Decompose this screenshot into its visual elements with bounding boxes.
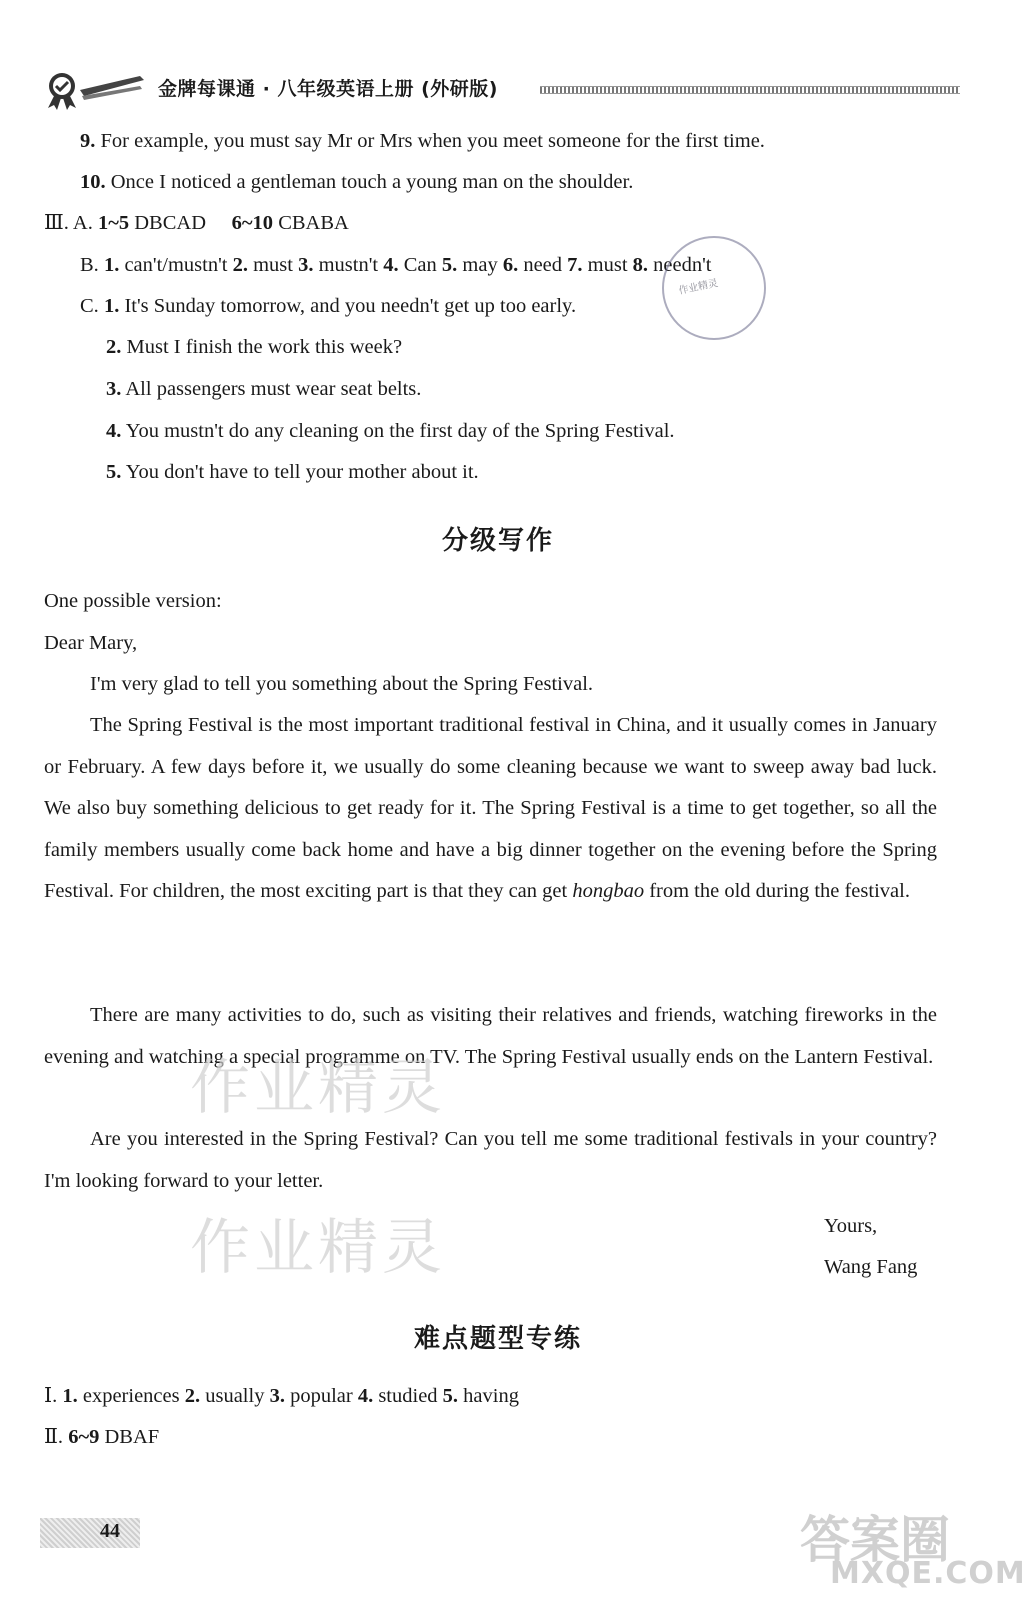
item-number: 5.: [441, 254, 458, 276]
answer-text: DBAF: [99, 1426, 160, 1448]
header-title: 金牌每课通 · 八年级英语上册 (外研版): [158, 78, 498, 100]
difficult-line-1: [44, 1383, 519, 1409]
item-text: studied: [373, 1385, 443, 1407]
stamp-label: 作业精灵: [677, 277, 720, 297]
answer-text: Once I noticed a gentleman touch a young man on the shoulder.: [105, 171, 634, 193]
writing-intro: One possible version:: [44, 590, 222, 612]
section3-c-item-4: [106, 418, 675, 444]
answer-text: CBABA: [273, 212, 349, 234]
letter-paragraph-3: There are many activities to do, such as visiting their relatives and friends, watching fireworks in the evening and watching a special programme on TV. The Spring Festival usually ends on the Lantern Festival.: [44, 1004, 937, 1068]
item-text: can't/mustn't: [119, 254, 233, 276]
item-text: may: [457, 254, 503, 276]
item-text: mustn't: [313, 254, 384, 276]
site-url: MXQE.COM: [830, 1556, 1026, 1591]
item-text: You mustn't do any cleaning on the first day of the Spring Festival.: [121, 420, 675, 442]
section3-c-item-3: [106, 376, 421, 402]
item-number: 2.: [184, 1385, 201, 1407]
medal-ribbon-icon: [40, 68, 150, 108]
item-number: 3.: [106, 378, 122, 400]
item-text: You don't have to tell your mother about it.: [121, 461, 479, 483]
section3-a: [44, 210, 349, 236]
item-text: must: [247, 254, 299, 276]
item-text: needn't: [648, 254, 712, 276]
letter-paragraph-4: Are you interested in the Spring Festival? Can you tell me some traditional festivals in your country? I'm looking forward to your letter.: [44, 1128, 937, 1192]
section-title-difficult: 难点题型专练: [413, 1324, 582, 1354]
section3-c-item-1: [80, 293, 576, 319]
section3-b: [80, 252, 712, 278]
letter-salutation: Dear Mary,: [44, 632, 138, 654]
item-number: 8.: [632, 254, 649, 276]
paragraph-text: The Spring Festival is the most important traditional festival in China, and it usually comes in January or February. A few days before it, we usually do some cleaning because we want to sweep away bad luck. We also buy something delicious to get ready for it. The Spring Festival is a time to get together, so all the family members usually come back home and have a big dinner together on the evening before the Spring Festival. For children, the most exciting part is that they can get: [44, 714, 937, 902]
item-number: 7.: [567, 254, 583, 276]
section3-c-item-5: [106, 459, 479, 485]
item-number: 3.: [298, 254, 314, 276]
section3-b-label: B.: [80, 254, 99, 276]
letter-paragraph-1: I'm very glad to tell you something about the Spring Festival.: [90, 673, 594, 695]
stamp-seal: [662, 236, 766, 340]
item-text: It's Sunday tomorrow, and you needn't get up too early.: [119, 295, 577, 317]
item-text: popular: [284, 1385, 358, 1407]
item-number: 4.: [106, 420, 122, 442]
item-text: All passengers must wear seat belts.: [121, 378, 422, 400]
section3-c-item-2: [106, 334, 402, 360]
item-text: need: [518, 254, 568, 276]
site-logo: 答案圈: [800, 1511, 950, 1569]
answer-9: [80, 128, 765, 154]
answer-number: 9.: [80, 130, 96, 152]
item-text: experiences: [77, 1385, 185, 1407]
item-number: 4.: [383, 254, 399, 276]
range-label: 6~10: [231, 212, 274, 234]
answer-number: 10.: [80, 171, 106, 193]
item-number: 1.: [103, 254, 120, 276]
answer-10: [80, 169, 633, 195]
item-number: 6.: [502, 254, 519, 276]
range-label: 1~5: [97, 212, 130, 234]
item-text: having: [458, 1385, 519, 1407]
watermark: 作业精灵: [190, 1053, 446, 1123]
item-number: 1.: [103, 295, 120, 317]
header-rule: [540, 86, 960, 94]
item-text: must: [582, 254, 633, 276]
item-number: 2.: [106, 336, 122, 358]
item-text: Must I finish the work this week?: [121, 336, 403, 358]
item-text: usually: [200, 1385, 270, 1407]
paragraph-text: from the old during the festival.: [644, 880, 910, 902]
page-number: 44: [100, 1520, 120, 1542]
item-number: 5.: [442, 1385, 459, 1407]
item-number: 1.: [62, 1385, 78, 1407]
watermark: 作业精灵: [190, 1213, 446, 1283]
letter-closing: Yours,: [824, 1215, 878, 1237]
line-label: Ⅰ.: [44, 1385, 58, 1407]
page-number-box: [40, 1518, 140, 1548]
page-header: [40, 68, 960, 108]
letter-paragraph-2: [44, 705, 937, 913]
answer-text: For example, you must say Mr or Mrs when you meet someone for the first time.: [95, 130, 765, 152]
italic-term: hongbao: [572, 880, 645, 902]
item-number: 3.: [269, 1385, 285, 1407]
line-label: Ⅱ.: [44, 1426, 64, 1448]
range-label: 6~9: [68, 1426, 100, 1448]
item-text: Can: [398, 254, 442, 276]
section3-a-label: Ⅲ. A.: [44, 212, 93, 234]
item-number: 2.: [232, 254, 248, 276]
answer-text: DBCAD: [129, 212, 207, 234]
section-title-writing: 分级写作: [441, 526, 554, 556]
difficult-line-2: [44, 1424, 159, 1450]
item-number: 5.: [106, 461, 122, 483]
section3-c-label: C.: [80, 295, 99, 317]
letter-signature: Wang Fang: [824, 1256, 918, 1278]
item-number: 4.: [357, 1385, 374, 1407]
